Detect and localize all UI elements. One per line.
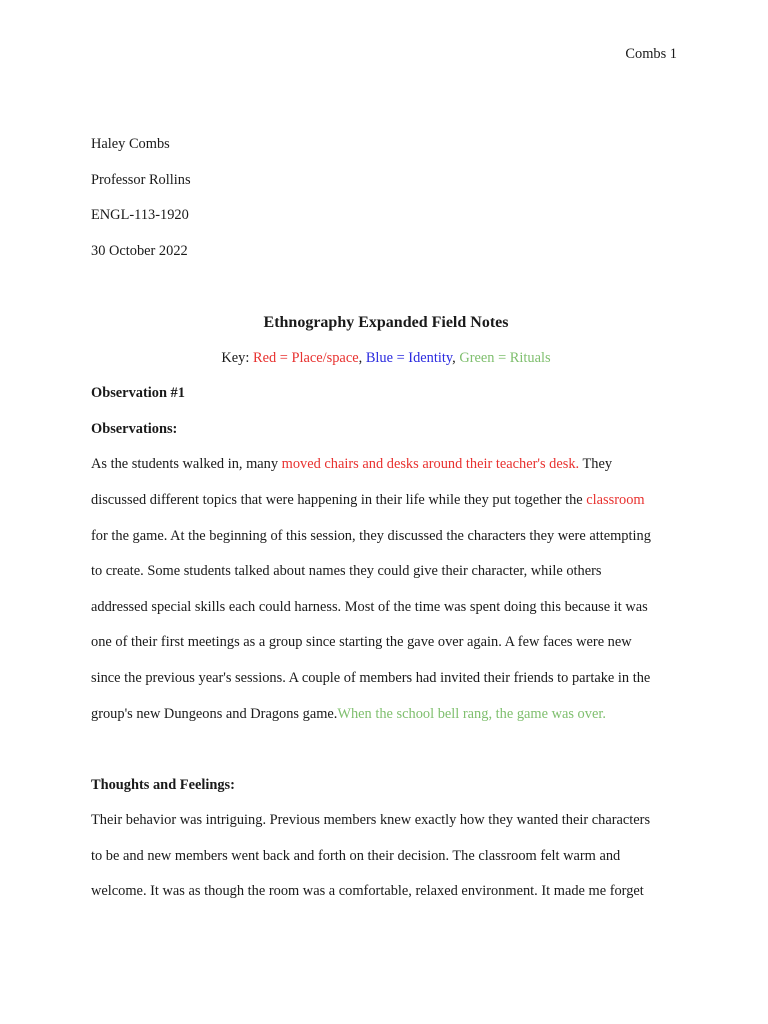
text-run: They xyxy=(579,456,613,473)
document-date: 30 October 2022 xyxy=(91,242,188,259)
paragraph-line: to create. Some students talked about names they could give their character, while others xyxy=(91,563,602,580)
paragraph-line: Their behavior was intriguing. Previous members knew exactly how they wanted their characters xyxy=(91,812,651,829)
paragraph-line: for the game. At the beginning of this session, they discussed the characters they were attempting xyxy=(91,527,651,544)
thoughts-heading: Thoughts and Feelings: xyxy=(91,776,235,793)
blank-line xyxy=(91,269,681,305)
thoughts-paragraph xyxy=(91,803,681,910)
key-red: Red = Place/space xyxy=(252,349,359,366)
course-code: ENGL-113-1920 xyxy=(91,207,189,224)
document-body xyxy=(91,127,681,910)
paragraph-line: welcome. It was as though the room was a comfortable, relaxed environment. It made me forget xyxy=(91,883,644,900)
paragraph-line: since the previous year's sessions. A couple of members had invited their friends to partake in the xyxy=(91,669,651,686)
text-run: As the students walked in, many xyxy=(91,456,282,473)
paragraph-line xyxy=(91,697,681,733)
running-head: Combs 1 xyxy=(625,46,677,62)
key-separator: , xyxy=(452,349,460,366)
key-separator: , xyxy=(358,349,366,366)
place-space-highlight: moved chairs and desks around their teacher's desk. xyxy=(281,456,580,473)
observation-paragraph xyxy=(91,447,681,732)
paragraph-line: one of their first meetings as a group since starting the gave over again. A few faces were new xyxy=(91,634,632,651)
key-green: Green = Rituals xyxy=(459,349,551,366)
rituals-highlight: When the school bell rang, the game was over. xyxy=(337,705,606,722)
document-title: Ethnography Expanded Field Notes xyxy=(263,313,509,331)
text-run: discussed different topics that were happening in their life while they put together the xyxy=(91,491,587,508)
text-run: group's new Dungeons and Dragons game. xyxy=(91,705,338,722)
observations-subheading: Observations: xyxy=(91,420,178,437)
place-space-highlight: classroom xyxy=(586,491,645,508)
paragraph-line: to be and new members went back and forth on their decision. The classroom felt warm and xyxy=(91,847,621,864)
key-label: Key: xyxy=(221,349,253,366)
key-blue: Blue = Identity xyxy=(365,349,453,366)
paragraph-line xyxy=(91,447,681,483)
professor-name: Professor Rollins xyxy=(91,171,191,188)
paragraph-line xyxy=(91,483,681,519)
author-name: Haley Combs xyxy=(91,136,170,152)
paragraph-line: addressed special skills each could harness. Most of the time was spent doing this because it was xyxy=(91,598,648,615)
color-key xyxy=(91,341,681,377)
blank-line xyxy=(91,732,681,768)
observation-heading: Observation #1 xyxy=(91,385,185,402)
